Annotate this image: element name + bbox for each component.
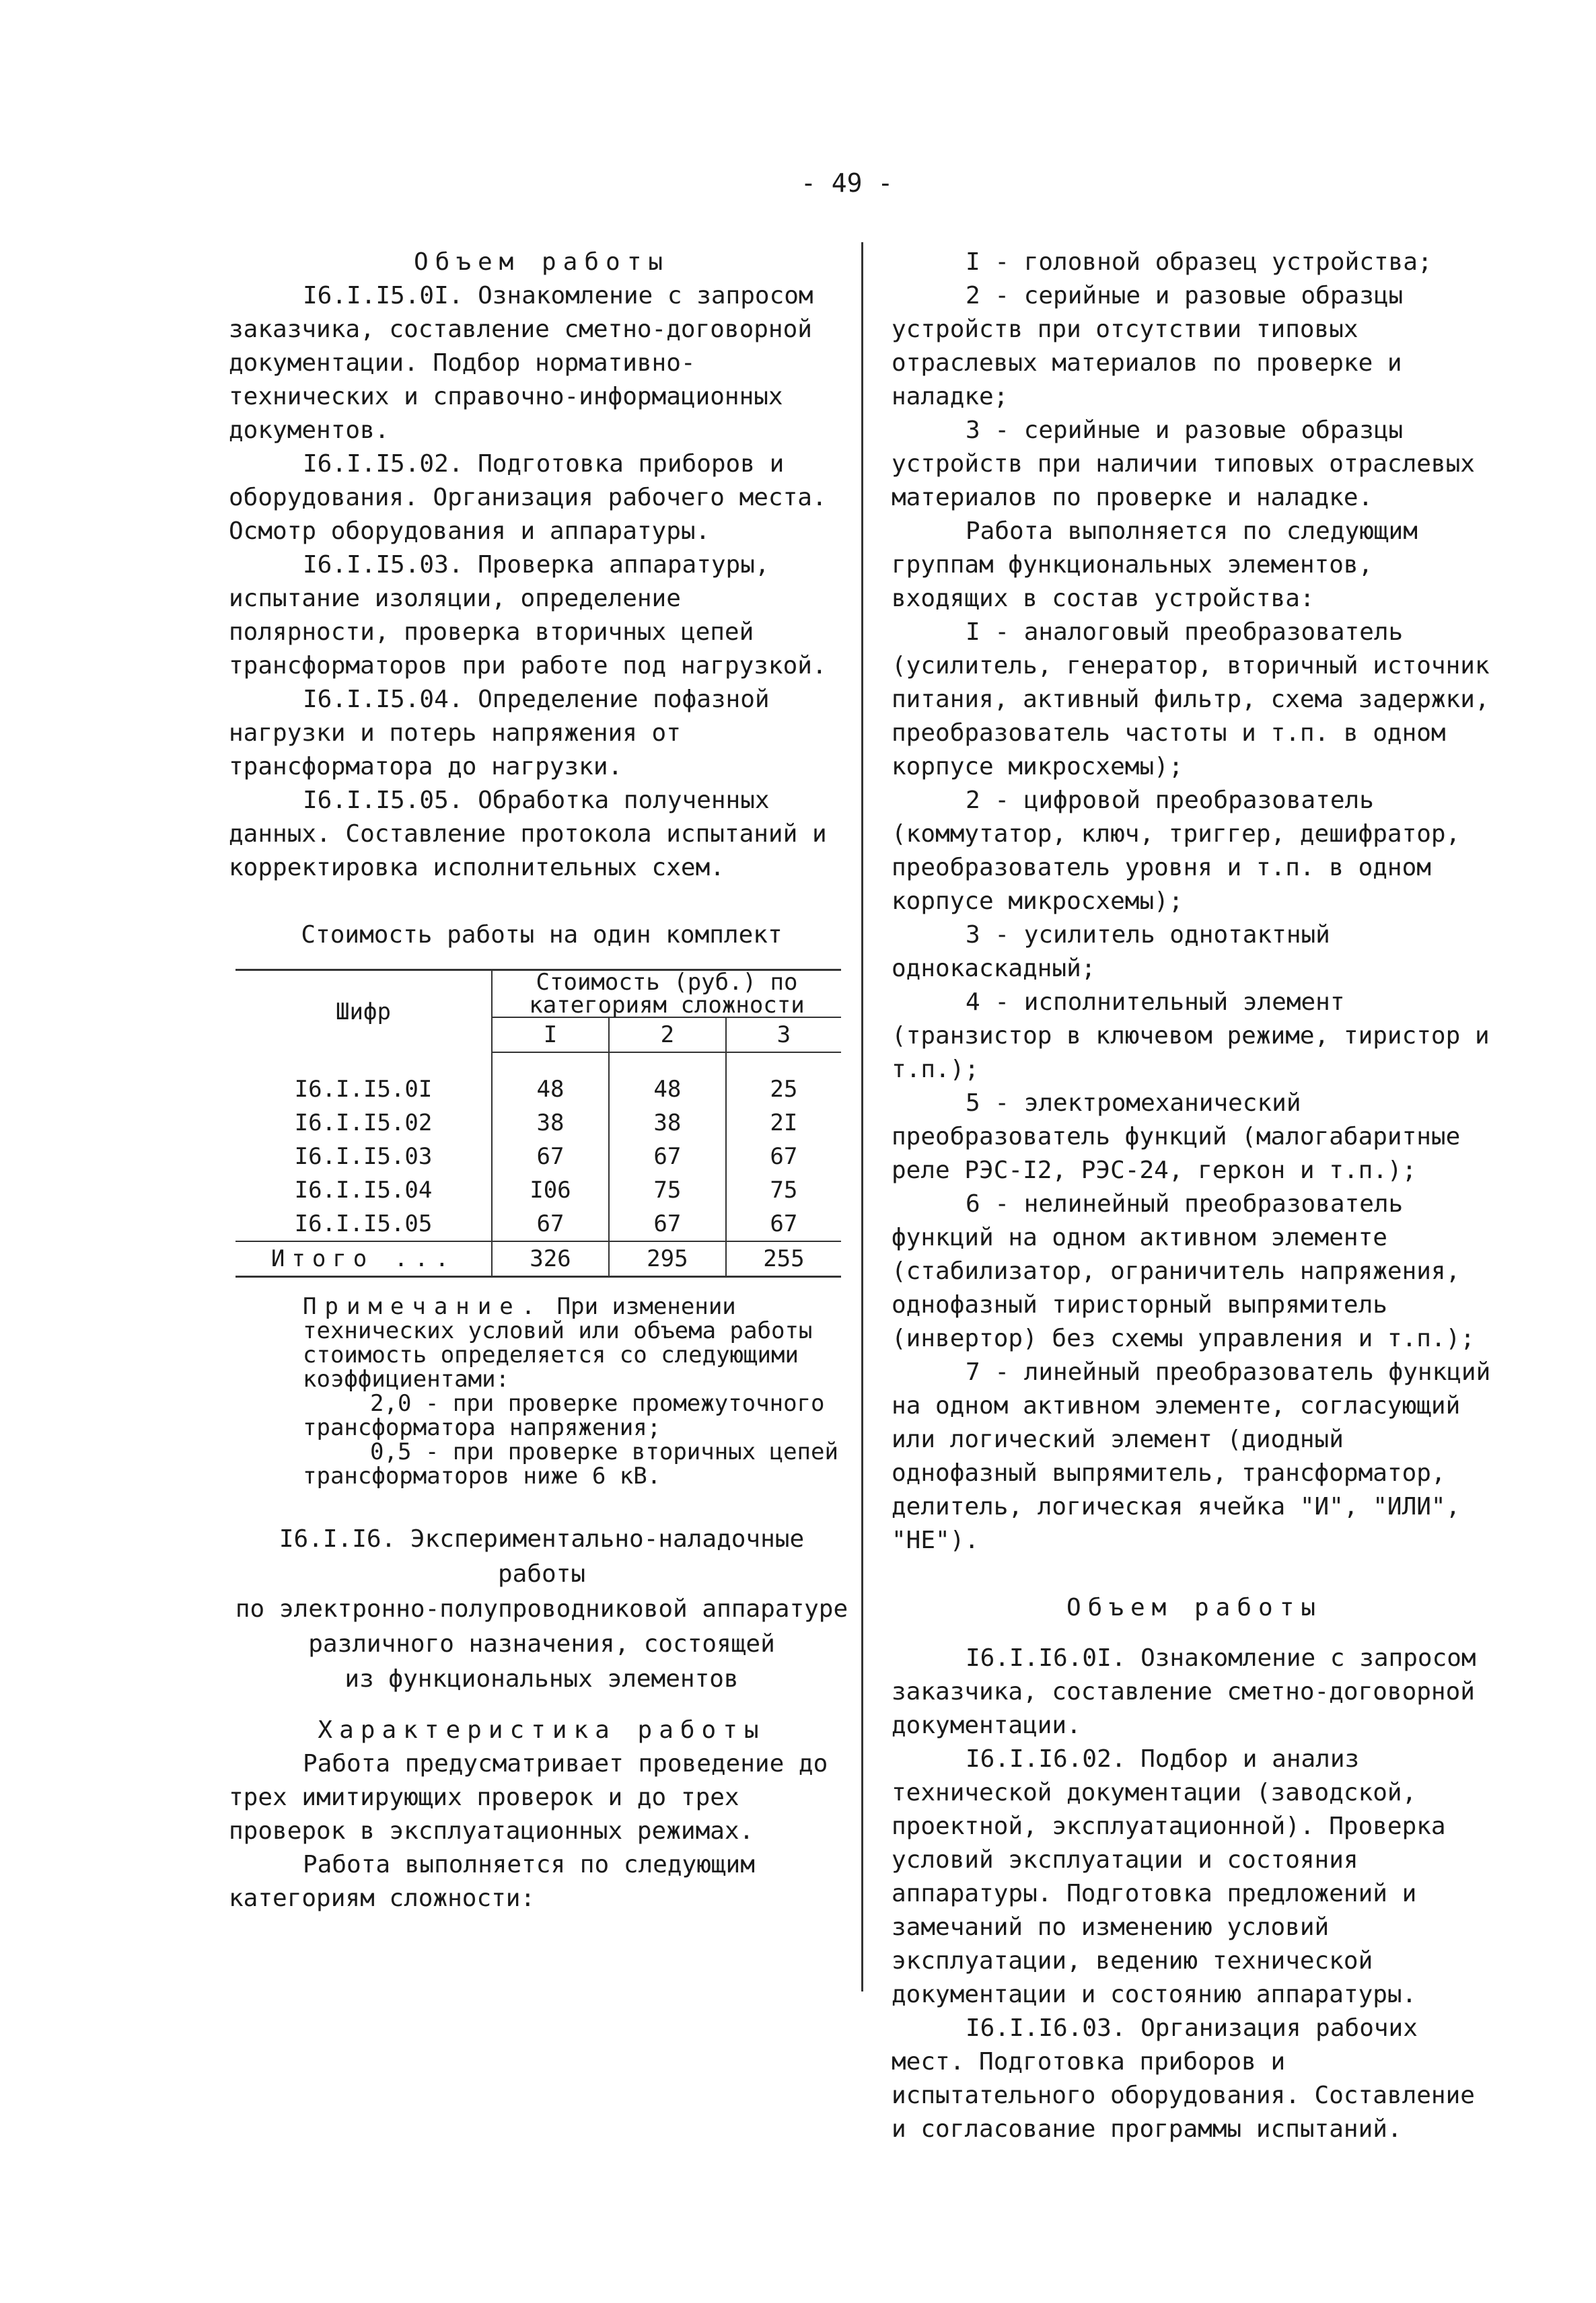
section-title-line: I6.I.I6. Экспериментально-наладочные работы: [279, 1525, 805, 1588]
table-note: [303, 1294, 855, 1488]
row-value: 2I: [726, 1106, 841, 1140]
group-item: 7 - линейный преобразователь функций на одном активном элементе, согласующий или логический элемент (диодный однофазный выпрямитель, трансформатор, делитель, логическая ячейка "И", "ИЛИ", "НЕ").: [892, 1358, 1491, 1554]
group-item: I - аналоговый преобразователь (усилитель, генератор, вторичный источник питания, активный фильтр, схема задержки, преобразователь частоты и т.п. в одном корпусе микросхемы);: [892, 618, 1490, 780]
section-title-line: по электронно-полупроводниковой аппаратуре: [235, 1595, 848, 1623]
group-item: 6 - нелинейный преобразователь функций на одном активном элементе (стабилизатор, ограничитель напряжения, однофазный тиристорный выпрямитель (инвертор) без схемы управления и т.п.);: [892, 1190, 1475, 1352]
row-value: 67: [726, 1140, 841, 1173]
category-item: 2 - серийные и разовые образцы устройств при отсутствии типовых отраслевых материалов по проверке и наладке;: [892, 282, 1404, 410]
scope-item: I6.I.I6.0I. Ознакомление с запросом заказчика, составление сметно-договорной документации.: [892, 1644, 1476, 1739]
row-value: 38: [492, 1106, 609, 1140]
category-item: 3 - серийные и разовые образцы устройств при наличии типовых отраслевых материалов по проверке и наладке.: [892, 416, 1475, 511]
row-value: 38: [609, 1106, 726, 1140]
scope-item: I6.I.I6.02. Подбор и анализ технической документации (заводской, проектной, эксплуатационной). Проверка условий эксплуатации и состояния аппаратуры. Подготовка предложений и замечаний по изменению условий эксплуатации, ведению технической документации и состоянию аппаратуры.: [892, 1745, 1446, 2008]
section-title-line: из функциональных элементов: [344, 1665, 739, 1693]
row-value: 48: [492, 1072, 609, 1106]
page-number: - 49 -: [801, 168, 894, 198]
category-item: I - головной образец устройства;: [966, 248, 1432, 276]
scope-item: I6.I.I5.04. Определение пофазной нагрузки и потерь напряжения от трансформатора до нагрузки.: [229, 686, 770, 780]
scope-heading: Объем работы: [413, 248, 670, 276]
group-item: 2 - цифровой преобразователь (коммутатор, ключ, триггер, дешифратор, преобразователь уровня и т.п. в одном корпусе микросхемы);: [892, 787, 1461, 915]
row-code: I6.I.I5.05: [294, 1210, 433, 1237]
row-code: I6.I.I5.03: [294, 1143, 433, 1170]
table-row: [235, 1173, 841, 1207]
row-value: I06: [492, 1173, 609, 1207]
row-code: I6.I.I5.04: [294, 1177, 433, 1204]
note-text: При изменении технических условий или объема работы стоимость определяется со следующими коэффициентами:: [303, 1293, 813, 1393]
table-title: Стоимость работы на один комплект: [301, 921, 783, 949]
table-row: [235, 1072, 841, 1106]
col-header-cost: Стоимость (руб.) по категориям сложности: [492, 970, 841, 1018]
note-coefficient: 2,0 - при проверке промежуточного трансформатора напряжения;: [303, 1390, 825, 1441]
right-column: [892, 246, 1497, 2146]
scope-item: I6.I.I5.03. Проверка аппаратуры, испытание изоляции, определение полярности, проверка вторичных цепей трансформаторов при работе под нагрузкой.: [229, 551, 827, 680]
note-label: Примечание.: [303, 1293, 544, 1320]
total-value: 295: [609, 1241, 726, 1277]
table-row: [235, 1207, 841, 1241]
table-row: [235, 1106, 841, 1140]
cost-table: [235, 969, 841, 1278]
characteristics-heading: Характеристика работы: [318, 1716, 766, 1744]
scope-item: I6.I.I6.03. Организация рабочих мест. Подготовка приборов и испытательного оборудования. Составление и согласование программы испытаний.: [892, 2014, 1475, 2143]
col-header-category: 3: [726, 1017, 841, 1052]
row-value: 25: [726, 1072, 841, 1106]
group-item: 3 - усилитель однотактный однокаскадный;: [892, 921, 1330, 982]
total-value: 326: [492, 1241, 609, 1277]
row-code: I6.I.I5.02: [294, 1109, 433, 1136]
row-value: 67: [726, 1207, 841, 1241]
section-title: [229, 1522, 855, 1697]
row-value: 67: [609, 1140, 726, 1173]
table-total-row: [235, 1241, 841, 1277]
col-header-cipher: Шифр: [235, 970, 492, 1053]
note-coefficient: 0,5 - при проверке вторичных цепей трансформаторов ниже 6 кВ.: [303, 1438, 838, 1490]
row-code: I6.I.I5.0I: [294, 1076, 433, 1103]
total-label: Итого ...: [235, 1241, 492, 1277]
scope-item: I6.I.I5.02. Подготовка приборов и оборудования. Организация рабочего места. Осмотр оборудования и аппаратуры.: [229, 450, 827, 545]
column-divider: [861, 242, 863, 1991]
groups-intro: Работа выполняется по следующим группам функциональных элементов, входящих в состав устройства:: [892, 517, 1418, 612]
scope-heading-2: Объем работы: [1066, 1594, 1323, 1621]
row-value: 67: [492, 1207, 609, 1241]
row-value: 75: [726, 1173, 841, 1207]
total-value: 255: [726, 1241, 841, 1277]
row-value: 75: [609, 1173, 726, 1207]
scope-item: I6.I.I5.05. Обработка полученных данных. Составление протокола испытаний и корректировка исполнительных схем.: [229, 787, 827, 881]
col-header-category: 2: [609, 1017, 726, 1052]
scope-item: I6.I.I5.0I. Ознакомление с запросом заказчика, составление сметно-договорной документации. Подбор нормативно-технических и справочно-информационных документов.: [229, 282, 813, 444]
row-value: 67: [492, 1140, 609, 1173]
row-value: 67: [609, 1207, 726, 1241]
characteristics-text: Работа предусматривает проведение до трех имитирующих проверок и до трех проверок в эксплуатационных режимах.: [229, 1750, 828, 1845]
section-title-line: различного назначения, состоящей: [308, 1630, 775, 1658]
col-header-category: I: [492, 1017, 609, 1052]
characteristics-text: Работа выполняется по следующим категориям сложности:: [229, 1851, 755, 1912]
group-item: 5 - электромеханический преобразователь функций (малогабаритные реле РЭС-I2, РЭС-24, геркон и т.п.);: [892, 1089, 1461, 1184]
group-item: 4 - исполнительный элемент (транзистор в ключевом режиме, тиристор и т.п.);: [892, 988, 1490, 1083]
row-value: 48: [609, 1072, 726, 1106]
table-row: [235, 1140, 841, 1173]
left-column: [229, 246, 855, 1915]
